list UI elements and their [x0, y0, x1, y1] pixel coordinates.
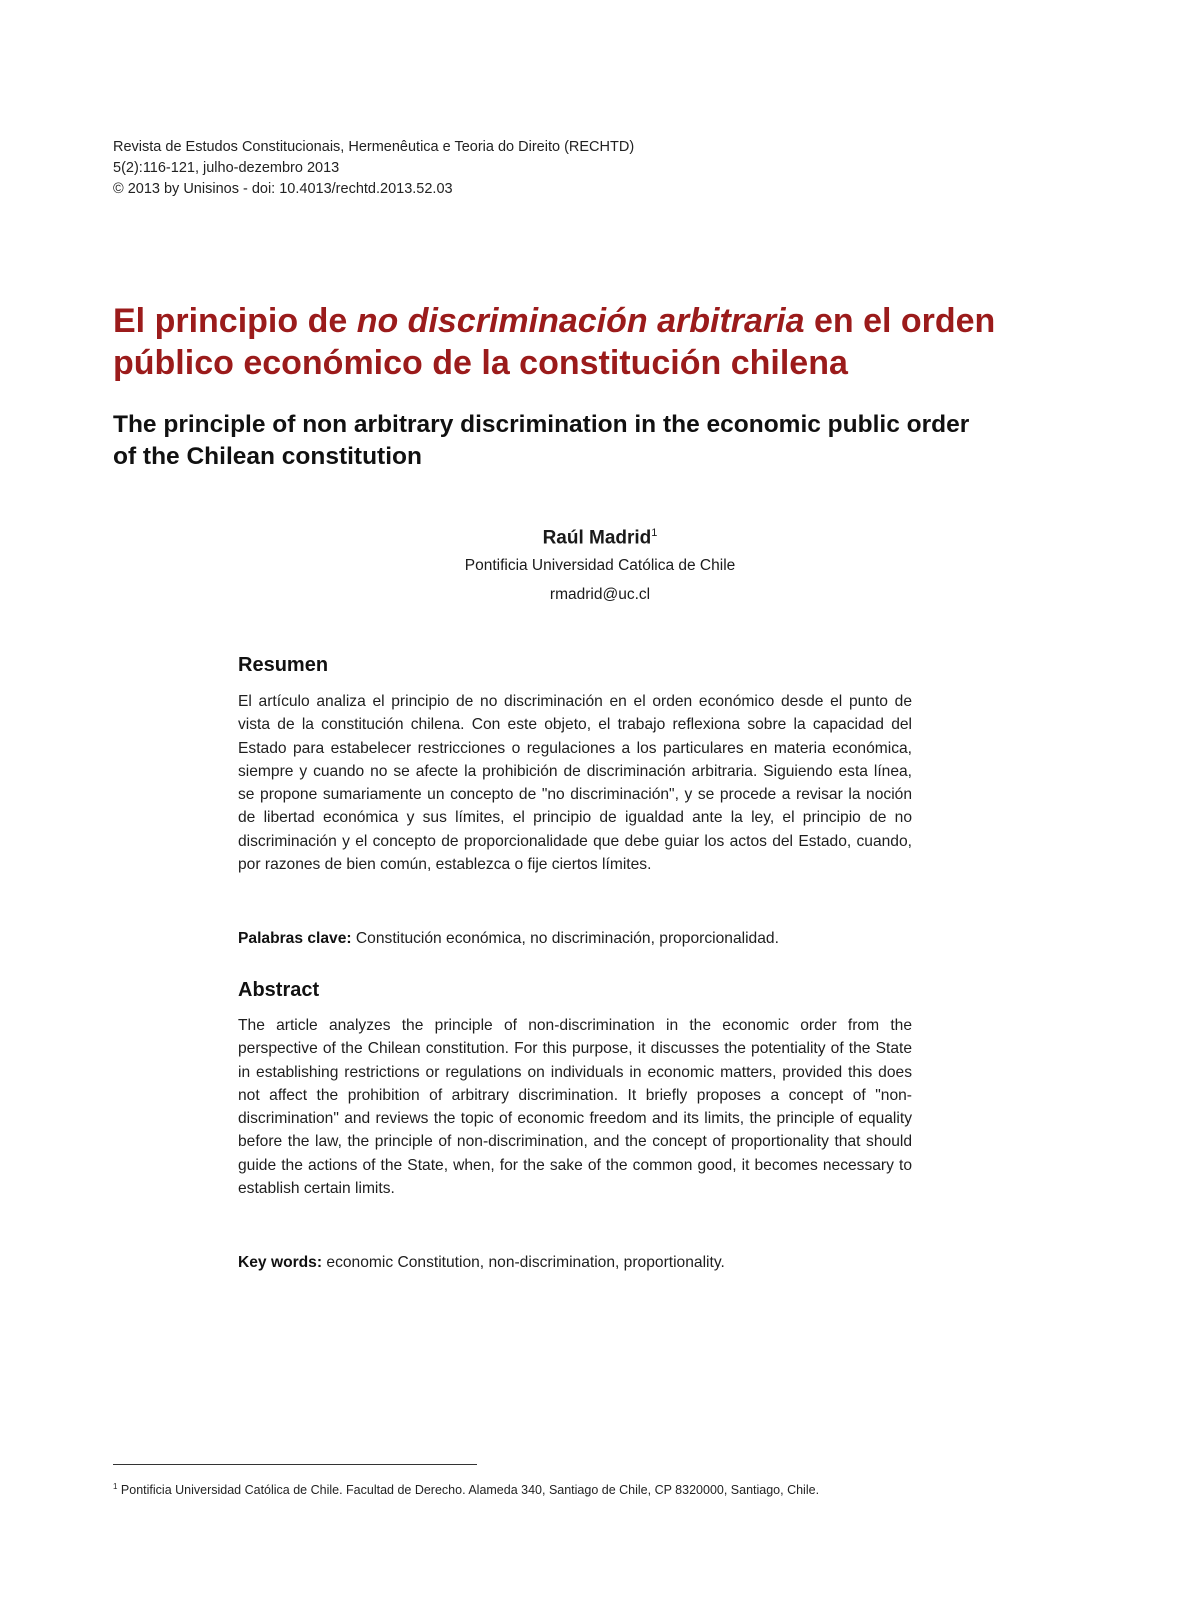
- journal-issue: 5(2):116-121, julho-dezembro 2013: [113, 160, 340, 176]
- footnote: [113, 1478, 819, 1499]
- author-email[interactable]: rmadrid@uc.cl: [549, 586, 651, 603]
- footnote-text: Pontificia Universidad Católica de Chile. Facultad de Derecho. Alameda 340, Santiago de Chile, CP 8320000, Santiago, Chile.: [117, 1483, 820, 1498]
- resumen-keywords-text: Constitución económica, no discriminación, proporcionalidad.: [351, 930, 779, 947]
- footnote-divider: [113, 1464, 477, 1465]
- title-spanish-italic: no discriminación arbitraria: [356, 302, 805, 340]
- title-spanish-part1: El principio de: [113, 302, 357, 340]
- title-spanish-part3: en el orden público económico de la constitución chilena: [113, 302, 996, 382]
- abstract-keywords-label: Key words:: [238, 1254, 323, 1271]
- abstract-keywords-text: economic Constitution, non-discrimination, proportionality.: [322, 1254, 725, 1271]
- footnote-mark: 1: [113, 1482, 118, 1491]
- resumen-keywords: [238, 927, 918, 950]
- resumen-text: El artículo analiza el principio de no discriminación en el orden económico desde el punto de vista de la constitución chilena. Con este objeto, el trabajo reflexiona sobre la capacidad del Estado para estabelecer restricciones o regulaciones a los particulares en materia económica, siempre y cuando no se afecte la prohibición de discriminación arbitraria. Siguiendo esta línea, se propone sumariamente un concepto de "no discriminación", y se procede a revisar la noción de libertad económica y sus límites, el principio de igualdad ante la ley, el principio de no discriminación y el concepto de proporcionalidade que debe guiar los actos del Estado, cuando, por razones de bien común, establezca o fije ciertos límites.: [238, 693, 912, 874]
- journal-header: [113, 137, 634, 200]
- abstract-keywords: [238, 1251, 918, 1274]
- journal-name: Revista de Estudos Constitucionais, Hermenêutica e Teoria do Direito (RECHTD): [113, 139, 635, 155]
- author-affiliation: Pontificia Universidad Católica de Chile: [464, 557, 736, 574]
- abstract-heading: Abstract: [238, 979, 320, 1001]
- title-english: The principle of non arbitrary discrimination in the economic public order of the Chilean constitution: [113, 411, 970, 470]
- abstract-text: The article analyzes the principle of non-discrimination in the economic order from the perspective of the Chilean constitution. For this purpose, it discusses the potentiality of the State in establishing restrictions or regulations on individuals in economic matters, provided this does not affect the prohibition of arbitrary discrimination. It briefly proposes a concept of "non-discrimination" and reviews the topic of economic freedom and its limits, the principle of equality before the law, the principle of non-discrimination, and the concept of proportionality that should guide the actions of the State, when, for the sake of the common good, it becomes necessary to establish certain limits.: [238, 1017, 912, 1198]
- author-footnote-mark[interactable]: 1: [651, 527, 658, 539]
- resumen-heading: Resumen: [238, 654, 329, 676]
- resumen-keywords-label: Palabras clave:: [238, 930, 352, 947]
- title-spanish: [113, 300, 1053, 384]
- journal-doi: © 2013 by Unisinos - doi: 10.4013/rechtd.2013.52.03: [113, 181, 453, 197]
- author-name: [0, 520, 1200, 551]
- author-name-text: Raúl Madrid: [542, 527, 652, 549]
